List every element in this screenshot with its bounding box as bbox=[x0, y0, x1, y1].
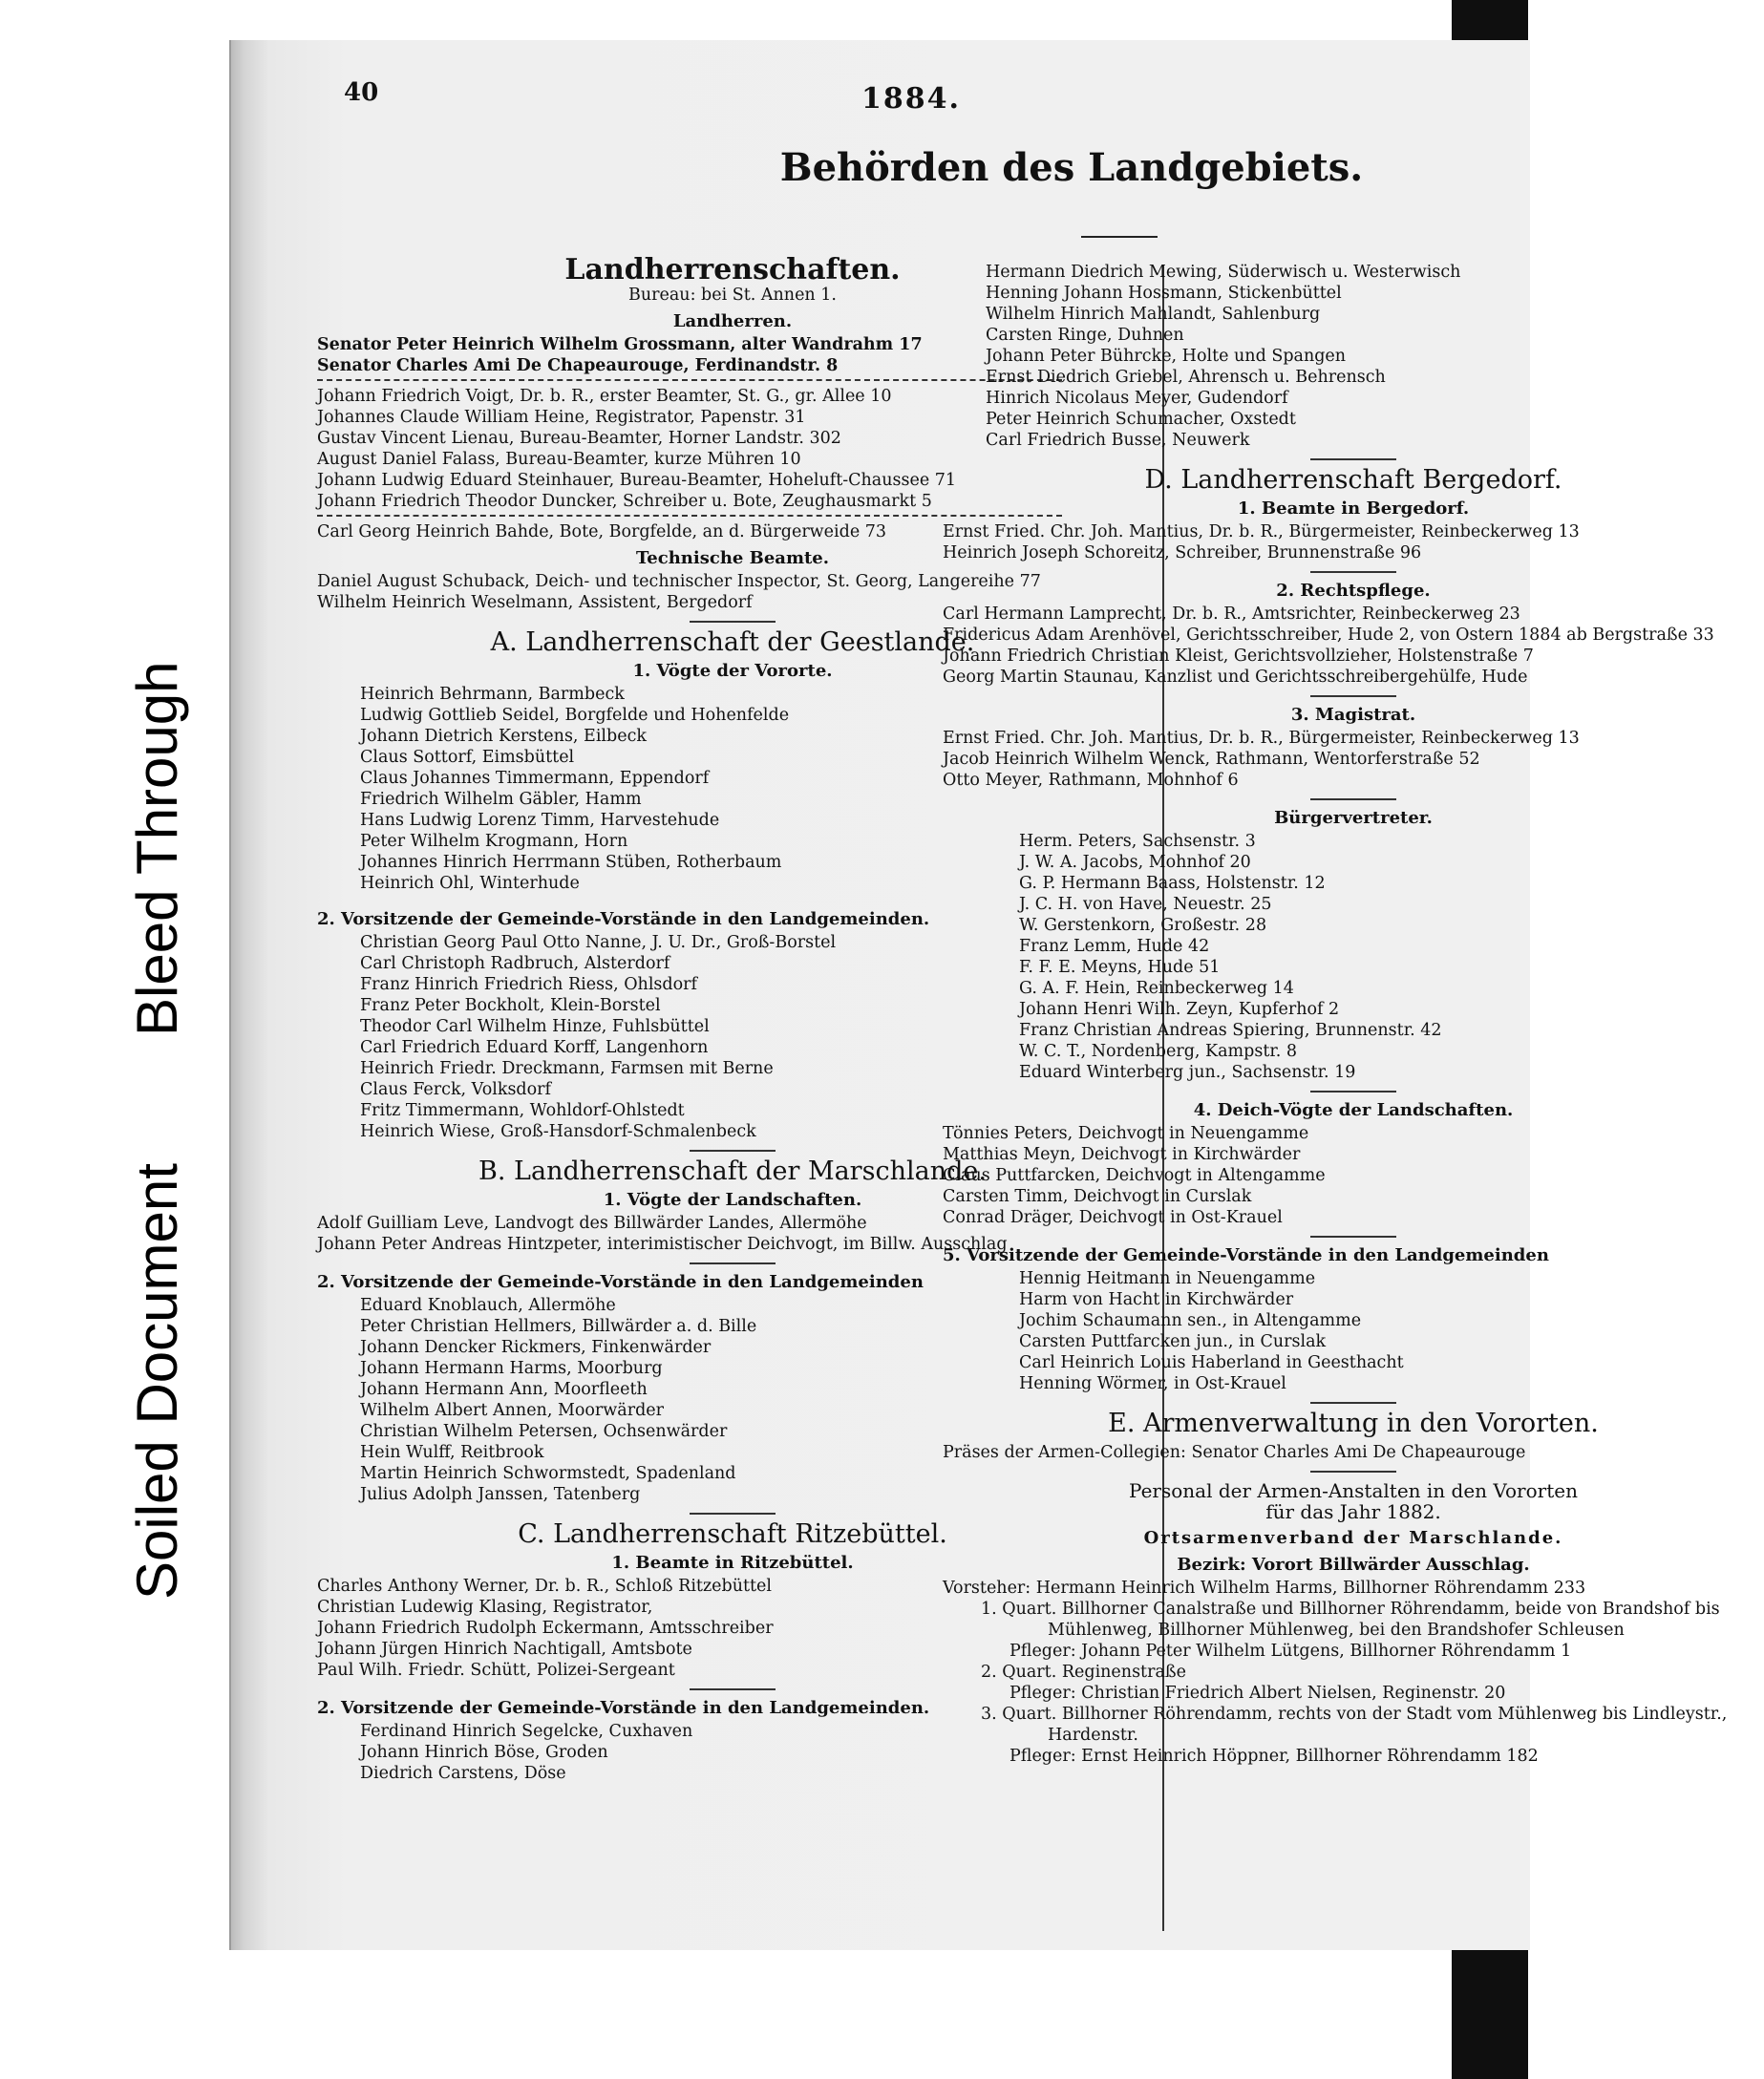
subsection-title: 4. Deich-Vögte der Landschaften. bbox=[1193, 1100, 1514, 1120]
list-item: Julius Adolph Janssen, Tatenberg bbox=[360, 1485, 641, 1504]
list-item: Henning Johann Hossmann, Stickenbüttel bbox=[986, 284, 1342, 303]
list-item: Henning Wörmer, in Ost-Krauel bbox=[1019, 1374, 1286, 1393]
list-item: Martin Heinrich Schwormstedt, Spadenland bbox=[360, 1464, 736, 1483]
list-item: Franz Lemm, Hude 42 bbox=[1019, 937, 1210, 956]
list-item: J. C. H. von Have, Neuestr. 25 bbox=[1019, 895, 1272, 914]
page-year: 1884. bbox=[861, 82, 961, 116]
list-item: Fridericus Adam Arenhövel, Gerichtsschreiber, Hude 2, von Ostern 1884 ab Bergstraße 33 bbox=[943, 626, 1714, 645]
list-item: Claus Johannes Timmermann, Eppendorf bbox=[360, 769, 710, 788]
list-item: Ferdinand Hinrich Segelcke, Cuxhaven bbox=[360, 1722, 693, 1741]
list-item: Hinrich Nicolaus Meyer, Gudendorf bbox=[986, 389, 1288, 408]
list-item: G. P. Hermann Baass, Holstenstr. 12 bbox=[1019, 874, 1326, 893]
subsection-title: Landherren. bbox=[672, 311, 793, 331]
list-item: Georg Martin Staunau, Kanzlist und Gerichtsschreibergehülfe, Hude bbox=[943, 668, 1528, 687]
list-item: Hein Wulff, Reitbrook bbox=[360, 1443, 544, 1462]
bureau-line: Bureau: bei St. Annen 1. bbox=[628, 286, 837, 305]
personal-title: Personal der Armen-Anstalten in den Vororten bbox=[1129, 1479, 1578, 1502]
pfleger-entry: Pfleger: Johann Peter Wilhelm Lütgens, Billhorner Röhrendamm 1 bbox=[1010, 1642, 1572, 1661]
list-item: Charles Anthony Werner, Dr. b. R., Schloß Ritzebüttel bbox=[317, 1577, 773, 1596]
soiled-document-label: Soiled Document bbox=[125, 1163, 189, 1600]
list-item: Gustav Vincent Lienau, Bureau-Beamter, Horner Landstr. 302 bbox=[317, 429, 841, 448]
section-title-b: B. Landherrenschaft der Marschlande. bbox=[478, 1156, 987, 1186]
list-item: Ernst Fried. Chr. Joh. Mantius, Dr. b. R., Bürgermeister, Reinbeckerweg 13 bbox=[943, 522, 1580, 541]
list-item: Fritz Timmermann, Wohldorf-Ohlstedt bbox=[360, 1101, 685, 1120]
section-divider bbox=[1310, 1402, 1396, 1404]
list-item: Carsten Puttfarcken jun., in Curslak bbox=[1019, 1332, 1327, 1351]
subsection-title: 2. Rechtspflege. bbox=[1276, 581, 1431, 601]
section-title-d: D. Landherrenschaft Bergedorf. bbox=[1144, 465, 1562, 495]
list-item: Wilhelm Heinrich Weselmann, Assistent, Bergedorf bbox=[317, 593, 753, 612]
pfleger-entry: Pfleger: Christian Friedrich Albert Nielsen, Reginenstr. 20 bbox=[1010, 1684, 1506, 1703]
section-divider bbox=[690, 1262, 776, 1264]
list-item: Johann Friedrich Theodor Duncker, Schreiber u. Bote, Zeughausmarkt 5 bbox=[317, 492, 932, 511]
list-item: Carl Heinrich Louis Haberland in Geesthacht bbox=[1019, 1353, 1404, 1372]
subsection-title: 2. Vorsitzende der Gemeinde-Vorstände in den Landgemeinden. bbox=[317, 1698, 930, 1718]
list-item: Adolf Guilliam Leve, Landvogt des Billwärder Landes, Allermöhe bbox=[317, 1214, 867, 1233]
list-item: Carl Friedrich Busse, Neuwerk bbox=[986, 431, 1250, 450]
list-item: Carl Christoph Radbruch, Alsterdorf bbox=[360, 954, 670, 973]
section-divider bbox=[1310, 798, 1396, 800]
section-divider bbox=[690, 1513, 776, 1515]
section-title-a: A. Landherrenschaft der Geestlande. bbox=[490, 627, 975, 657]
list-item: Peter Wilhelm Krogmann, Horn bbox=[360, 832, 628, 851]
list-item: Hans Ludwig Lorenz Timm, Harvestehude bbox=[360, 811, 720, 830]
list-item: Eduard Winterberg jun., Sachsenstr. 19 bbox=[1019, 1063, 1356, 1082]
list-item: Conrad Dräger, Deichvogt in Ost-Krauel bbox=[943, 1208, 1283, 1227]
section-title-landherrenschaften: Landherrenschaften. bbox=[564, 253, 901, 286]
list-item: Ludwig Gottlieb Seidel, Borgfelde und Hohenfelde bbox=[360, 706, 790, 725]
list-item: Johann Ludwig Eduard Steinhauer, Bureau-Beamter, Hoheluft-Chaussee 71 bbox=[317, 471, 957, 490]
list-item: W. C. T., Nordenberg, Kampstr. 8 bbox=[1019, 1042, 1298, 1061]
bleed-through-label: Bleed Through bbox=[125, 661, 189, 1036]
list-item: Johannes Hinrich Herrmann Stüben, Rotherbaum bbox=[360, 853, 782, 872]
overlay-labels bbox=[124, 554, 201, 1604]
list-item: Carsten Timm, Deichvogt in Curslak bbox=[943, 1187, 1252, 1206]
page-title: Behörden des Landgebiets. bbox=[779, 145, 1364, 190]
document-page bbox=[229, 40, 1728, 1950]
list-item: Johannes Claude William Heine, Registrator, Papenstr. 31 bbox=[317, 408, 806, 427]
praeses-line: Präses der Armen-Collegien: Senator Charles Ami De Chapeaurouge bbox=[943, 1443, 1526, 1462]
list-item: Ernst Diedrich Griebel, Ahrensch u. Behrensch bbox=[986, 368, 1386, 387]
list-item: Friedrich Wilhelm Gäbler, Hamm bbox=[360, 790, 642, 809]
list-item: Ernst Fried. Chr. Joh. Mantius, Dr. b. R., Bürgermeister, Reinbeckerweg 13 bbox=[943, 729, 1580, 748]
list-item: Johann Jürgen Hinrich Nachtigall, Amtsbote bbox=[317, 1640, 692, 1659]
list-item: Johann Friedrich Voigt, Dr. b. R., erster Beamter, St. G., gr. Allee 10 bbox=[317, 387, 892, 406]
list-item: Peter Heinrich Schumacher, Oxstedt bbox=[986, 410, 1296, 429]
list-item: Claus Puttfarcken, Deichvogt in Altengamme bbox=[943, 1166, 1326, 1185]
list-item: Johann Peter Andreas Hintzpeter, interimistischer Deichvogt, im Billw. Ausschlag bbox=[317, 1235, 1008, 1254]
list-item: Harm von Hacht in Kirchwärder bbox=[1019, 1290, 1294, 1309]
list-item: Hennig Heitmann in Neuengamme bbox=[1019, 1269, 1316, 1288]
list-item: Otto Meyer, Rathmann, Mohnhof 6 bbox=[943, 771, 1239, 790]
list-item: Johann Hermann Harms, Moorburg bbox=[360, 1359, 663, 1378]
list-item: Eduard Knoblauch, Allermöhe bbox=[360, 1296, 616, 1315]
subsection-title: 1. Beamte in Ritzebüttel. bbox=[611, 1553, 854, 1573]
section-divider bbox=[1310, 1236, 1396, 1238]
subsection-title: 3. Magistrat. bbox=[1290, 705, 1416, 725]
section-divider bbox=[1310, 458, 1396, 460]
list-item: Johann Hermann Ann, Moorfleeth bbox=[360, 1380, 648, 1399]
list-item: Tönnies Peters, Deichvogt in Neuengamme bbox=[943, 1124, 1309, 1143]
list-item: Christian Ludewig Klasing, Registrator, bbox=[317, 1598, 653, 1617]
list-item: Hermann Diedrich Mewing, Süderwisch u. Westerwisch bbox=[986, 263, 1461, 282]
list-item: Heinrich Ohl, Winterhude bbox=[360, 874, 580, 893]
list-item: Wilhelm Hinrich Mahlandt, Sahlenburg bbox=[986, 305, 1321, 324]
list-item: G. A. F. Hein, Reinbeckerweg 14 bbox=[1019, 979, 1294, 998]
list-item: Jochim Schaumann sen., in Altengamme bbox=[1019, 1311, 1362, 1330]
list-item: Theodor Carl Wilhelm Hinze, Fuhlsbüttel bbox=[360, 1017, 710, 1036]
subsection-title: 1. Vögte der Landschaften. bbox=[603, 1190, 862, 1210]
list-item: Johann Dencker Rickmers, Finkenwärder bbox=[360, 1338, 712, 1357]
subsection-title: Technische Beamte. bbox=[635, 548, 830, 568]
list-item: Johann Dietrich Kerstens, Eilbeck bbox=[360, 727, 647, 746]
ortsarmen-title: Ortsarmenverband der Marschlande. bbox=[1143, 1528, 1563, 1548]
section-divider bbox=[1310, 1091, 1396, 1093]
list-item: Senator Charles Ami De Chapeaurouge, Ferdinandstr. 8 bbox=[317, 356, 839, 375]
list-item: Wilhelm Albert Annen, Moorwärder bbox=[360, 1401, 664, 1420]
list-item: Jacob Heinrich Wilhelm Wenck, Rathmann, Wentorferstraße 52 bbox=[943, 750, 1480, 769]
list-item: F. F. E. Meyns, Hude 51 bbox=[1019, 958, 1221, 977]
list-item: Matthias Meyn, Deichvogt in Kirchwärder bbox=[943, 1145, 1301, 1164]
list-item: Paul Wilh. Friedr. Schütt, Polizei-Sergeant bbox=[317, 1661, 675, 1680]
bezirk-title: Bezirk: Vorort Billwärder Ausschlag. bbox=[1177, 1555, 1530, 1575]
list-item: Heinrich Joseph Schoreitz, Schreiber, Brunnenstraße 96 bbox=[943, 543, 1422, 562]
personal-year: für das Jahr 1882. bbox=[1265, 1500, 1441, 1523]
quarter-entry: 3. Quart. Billhorner Röhrendamm, rechts von der Stadt vom Mühlenweg bis Lindleystr., Hardenstr. bbox=[981, 1705, 1728, 1745]
list-item: Johann Friedrich Rudolph Eckermann, Amtsschreiber bbox=[317, 1619, 774, 1638]
list-item: Claus Ferck, Volksdorf bbox=[360, 1080, 552, 1099]
list-item: Johann Friedrich Christian Kleist, Gerichtsvollzieher, Holstenstraße 7 bbox=[943, 647, 1534, 666]
list-item: Heinrich Wiese, Groß-Hansdorf-Schmalenbeck bbox=[360, 1122, 756, 1141]
subsection-title: 5. Vorsitzende der Gemeinde-Vorstände in den Landgemeinden bbox=[943, 1245, 1549, 1265]
list-item: Diedrich Carstens, Döse bbox=[360, 1764, 566, 1783]
quarter-entry: 1. Quart. Billhorner Canalstraße und Billhorner Röhrendamm, beide von Brandshof bis Mühlenweg, Billhorner Mühlenweg, bei den Brandshofer Schleusen bbox=[981, 1600, 1720, 1640]
list-item: Johann Henri Wilh. Zeyn, Kupferhof 2 bbox=[1019, 1000, 1340, 1019]
list-item: Franz Peter Bockholt, Klein-Borstel bbox=[360, 996, 661, 1015]
vorsteher-line: Vorsteher: Hermann Heinrich Wilhelm Harms, Billhorner Röhrendamm 233 bbox=[943, 1579, 1586, 1598]
list-item: W. Gerstenkorn, Großestr. 28 bbox=[1019, 916, 1267, 935]
subsection-title: 2. Vorsitzende der Gemeinde-Vorstände in den Landgemeinden bbox=[317, 1272, 924, 1292]
list-item: J. W. A. Jacobs, Mohnhof 20 bbox=[1019, 853, 1251, 872]
section-divider bbox=[1310, 1471, 1396, 1473]
list-item: Johann Hinrich Böse, Groden bbox=[360, 1743, 608, 1762]
subsection-title: 2. Vorsitzende der Gemeinde-Vorstände in den Landgemeinden. bbox=[317, 909, 930, 929]
list-item: Heinrich Behrmann, Barmbeck bbox=[360, 685, 625, 704]
list-item: Christian Georg Paul Otto Nanne, J. U. Dr., Groß-Borstel bbox=[360, 933, 837, 952]
page-number: 40 bbox=[344, 78, 379, 107]
right-column bbox=[943, 262, 1764, 1767]
subsection-title: Bürgervertreter. bbox=[1274, 808, 1433, 828]
quarter-entry: 2. Quart. Reginenstraße bbox=[981, 1663, 1186, 1682]
title-divider bbox=[1081, 236, 1158, 238]
subsection-title: 1. Beamte in Bergedorf. bbox=[1237, 499, 1470, 519]
section-divider bbox=[1310, 695, 1396, 697]
list-item: August Daniel Falass, Bureau-Beamter, kurze Mühren 10 bbox=[317, 450, 801, 469]
section-divider bbox=[690, 1688, 776, 1690]
list-item: Herm. Peters, Sachsenstr. 3 bbox=[1019, 832, 1256, 851]
list-item: Carl Friedrich Eduard Korff, Langenhorn bbox=[360, 1038, 709, 1057]
list-item: Christian Wilhelm Petersen, Ochsenwärder bbox=[360, 1422, 728, 1441]
list-item: Johann Peter Bührcke, Holte und Spangen bbox=[986, 347, 1347, 366]
section-divider bbox=[690, 621, 776, 623]
section-title-c: C. Landherrenschaft Ritzebüttel. bbox=[518, 1519, 947, 1549]
section-divider bbox=[1310, 571, 1396, 573]
list-item: Carsten Ringe, Duhnen bbox=[986, 326, 1184, 345]
section-divider bbox=[690, 1150, 776, 1152]
pfleger-entry: Pfleger: Ernst Heinrich Höppner, Billhorner Röhrendamm 182 bbox=[1010, 1747, 1539, 1766]
list-item: Franz Hinrich Friedrich Riess, Ohlsdorf bbox=[360, 975, 697, 994]
list-item: Daniel August Schuback, Deich- und technischer Inspector, St. Georg, Langereihe 77 bbox=[317, 572, 1041, 591]
list-item: Carl Georg Heinrich Bahde, Bote, Borgfelde, an d. Bürgerweide 73 bbox=[317, 522, 887, 541]
list-item: Franz Christian Andreas Spiering, Brunnenstr. 42 bbox=[1019, 1021, 1442, 1040]
list-item: Senator Peter Heinrich Wilhelm Grossmann, alter Wandrahm 17 bbox=[317, 335, 923, 354]
list-item: Claus Sottorf, Eimsbüttel bbox=[360, 748, 575, 767]
section-title-e: E. Armenverwaltung in den Vororten. bbox=[1108, 1409, 1599, 1438]
subsection-title: 1. Vögte der Vororte. bbox=[632, 661, 833, 681]
list-item: Carl Hermann Lamprecht, Dr. b. R., Amtsrichter, Reinbeckerweg 23 bbox=[943, 605, 1520, 624]
list-item: Peter Christian Hellmers, Billwärder a. d. Bille bbox=[360, 1317, 757, 1336]
list-item: Heinrich Friedr. Dreckmann, Farmsen mit Berne bbox=[360, 1059, 774, 1078]
